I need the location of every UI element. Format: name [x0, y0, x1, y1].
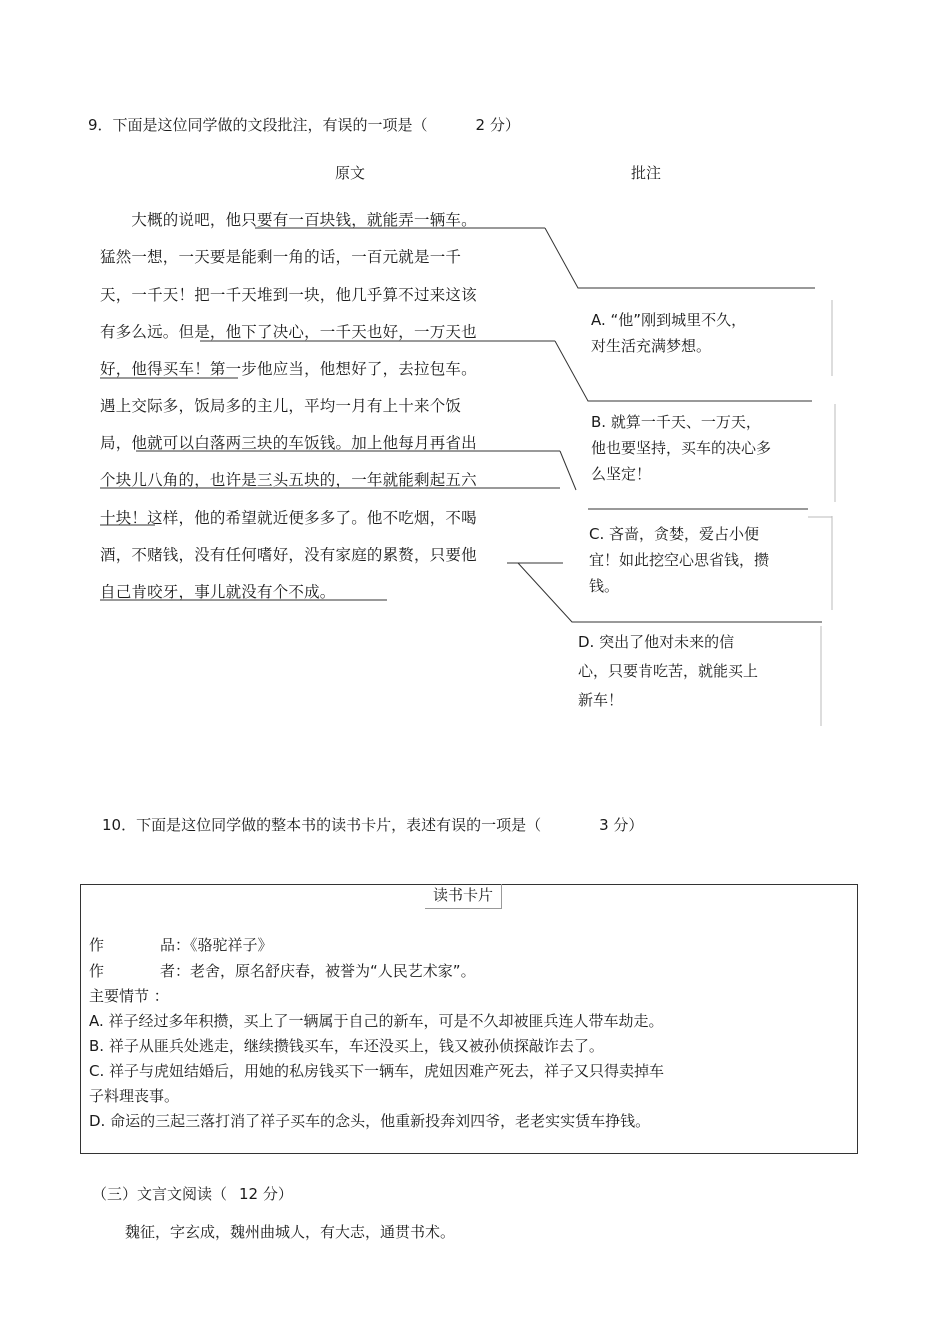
note-b-line: 么坚定！ [591, 465, 652, 483]
passage-line: 局，他就可以白落两三块的车饭钱。加上他每月再省出 [100, 434, 477, 452]
note-d-line: 新车！ [578, 691, 624, 709]
passage-line: 有多么远。但是，他下了决心，一千天也好，一万天也 [100, 323, 477, 341]
passage-line: 大概的说吧，他只要有一百块钱，就能弄一辆车。 [100, 211, 477, 229]
card-option-d: D. 命运的三起三落打消了祥子买车的念头，他重新投奔刘四爷，老老实实赁车挣钱。 [89, 1112, 651, 1130]
q9-points: 2 分） [475, 116, 520, 134]
note-c-line: 钱。 [589, 577, 620, 595]
card-plot-label: 主要情节 ： [89, 987, 169, 1005]
passage-line: 十块！这样，他的希望就近便多多了。他不吃烟，不喝 [100, 509, 477, 527]
note-b [591, 409, 771, 487]
column-header-original: 原文 [335, 164, 366, 182]
card-title: 读书卡片 [425, 884, 502, 909]
q9-title-text: 9．下面是这位同学做的文段批注，有误的一项是（ [88, 116, 428, 134]
section3-points: 12 分） [239, 1185, 293, 1203]
section3-title [92, 1183, 293, 1204]
q10-title-text: 10．下面是这位同学做的整本书的读书卡片，表述有误的一项是（ [102, 816, 542, 834]
connector-a [545, 228, 815, 288]
passage-line: 猛然一想，一天要是能剩一角的话，一百元就是一千 [100, 248, 462, 266]
card-author-row [89, 960, 476, 981]
card-option-c-cont: 子料理丧事。 [89, 1087, 180, 1105]
note-b-line: 他也要坚持，买车的决心多 [591, 439, 772, 457]
work-label: 作 [89, 936, 105, 954]
note-b-line: B. 就算一千天、一万天， [591, 413, 761, 431]
section3-title-text: （三）文言文阅读（ [92, 1185, 228, 1203]
work-label: 品： [160, 936, 191, 954]
work-value: 《骆驼祥子》 [190, 936, 273, 954]
note-a [591, 307, 746, 359]
passage-line: 好，他得买车！第一步他应当，他想好了，去拉包车。 [100, 360, 477, 378]
note-a-line: 对生活充满梦想。 [591, 337, 712, 355]
passage-line: 遇上交际多，饭局多的主儿，平均一月有上十来个饭 [100, 397, 462, 415]
author-value: 老舍，原名舒庆春，被誉为“人民艺术家”。 [190, 962, 476, 980]
passage-line: 自己肯咬牙，事儿就没有个不成。 [100, 583, 336, 601]
column-header-note: 批注 [631, 164, 662, 182]
note-d-line: 心，只要肯吃苦，就能买上 [578, 662, 759, 680]
passage-line: 酒，不赌钱，没有任何嗜好，没有家庭的累赘，只要他 [100, 546, 477, 564]
note-c-line: 宜！如此挖空心思省钱，攒 [589, 551, 770, 569]
note-d-line: D. 突出了他对未来的信 [578, 633, 735, 651]
note-a-line: A. “他”刚到城里不久， [591, 311, 747, 329]
note-c [589, 521, 769, 599]
card-option-a: A. 祥子经过多年积攒，买上了一辆属于自己的新车，可是不久却被匪兵连人带车劫走。 [89, 1012, 664, 1030]
q10-title [102, 814, 643, 835]
reading-card [80, 884, 858, 1154]
note-c-line: C. 吝啬，贪婪，爱占小便 [589, 525, 760, 543]
passage-line: 个块儿八角的，也许是三头五块的，一年就能剩起五六 [100, 471, 477, 489]
card-option-b: B. 祥子从匪兵处逃走，继续攒钱买车，车还没买上，钱又被孙侦探敲诈去了。 [89, 1037, 604, 1055]
author-label: 者： [160, 962, 191, 980]
section3-first-line: 魏征，字玄成，魏州曲城人，有大志，通贯书术。 [125, 1223, 456, 1241]
card-work-row [89, 934, 273, 955]
q10-points: 3 分） [599, 816, 644, 834]
connector-c-top [560, 451, 576, 490]
passage-line: 天，一千天！把一千天堆到一块，他几乎算不过来这该 [100, 286, 477, 304]
note-d [578, 628, 758, 715]
card-option-c: C. 祥子与虎妞结婚后，用她的私房钱买下一辆车，虎妞因难产死去，祥子又只得卖掉车 [89, 1062, 665, 1080]
author-label: 作 [89, 962, 105, 980]
